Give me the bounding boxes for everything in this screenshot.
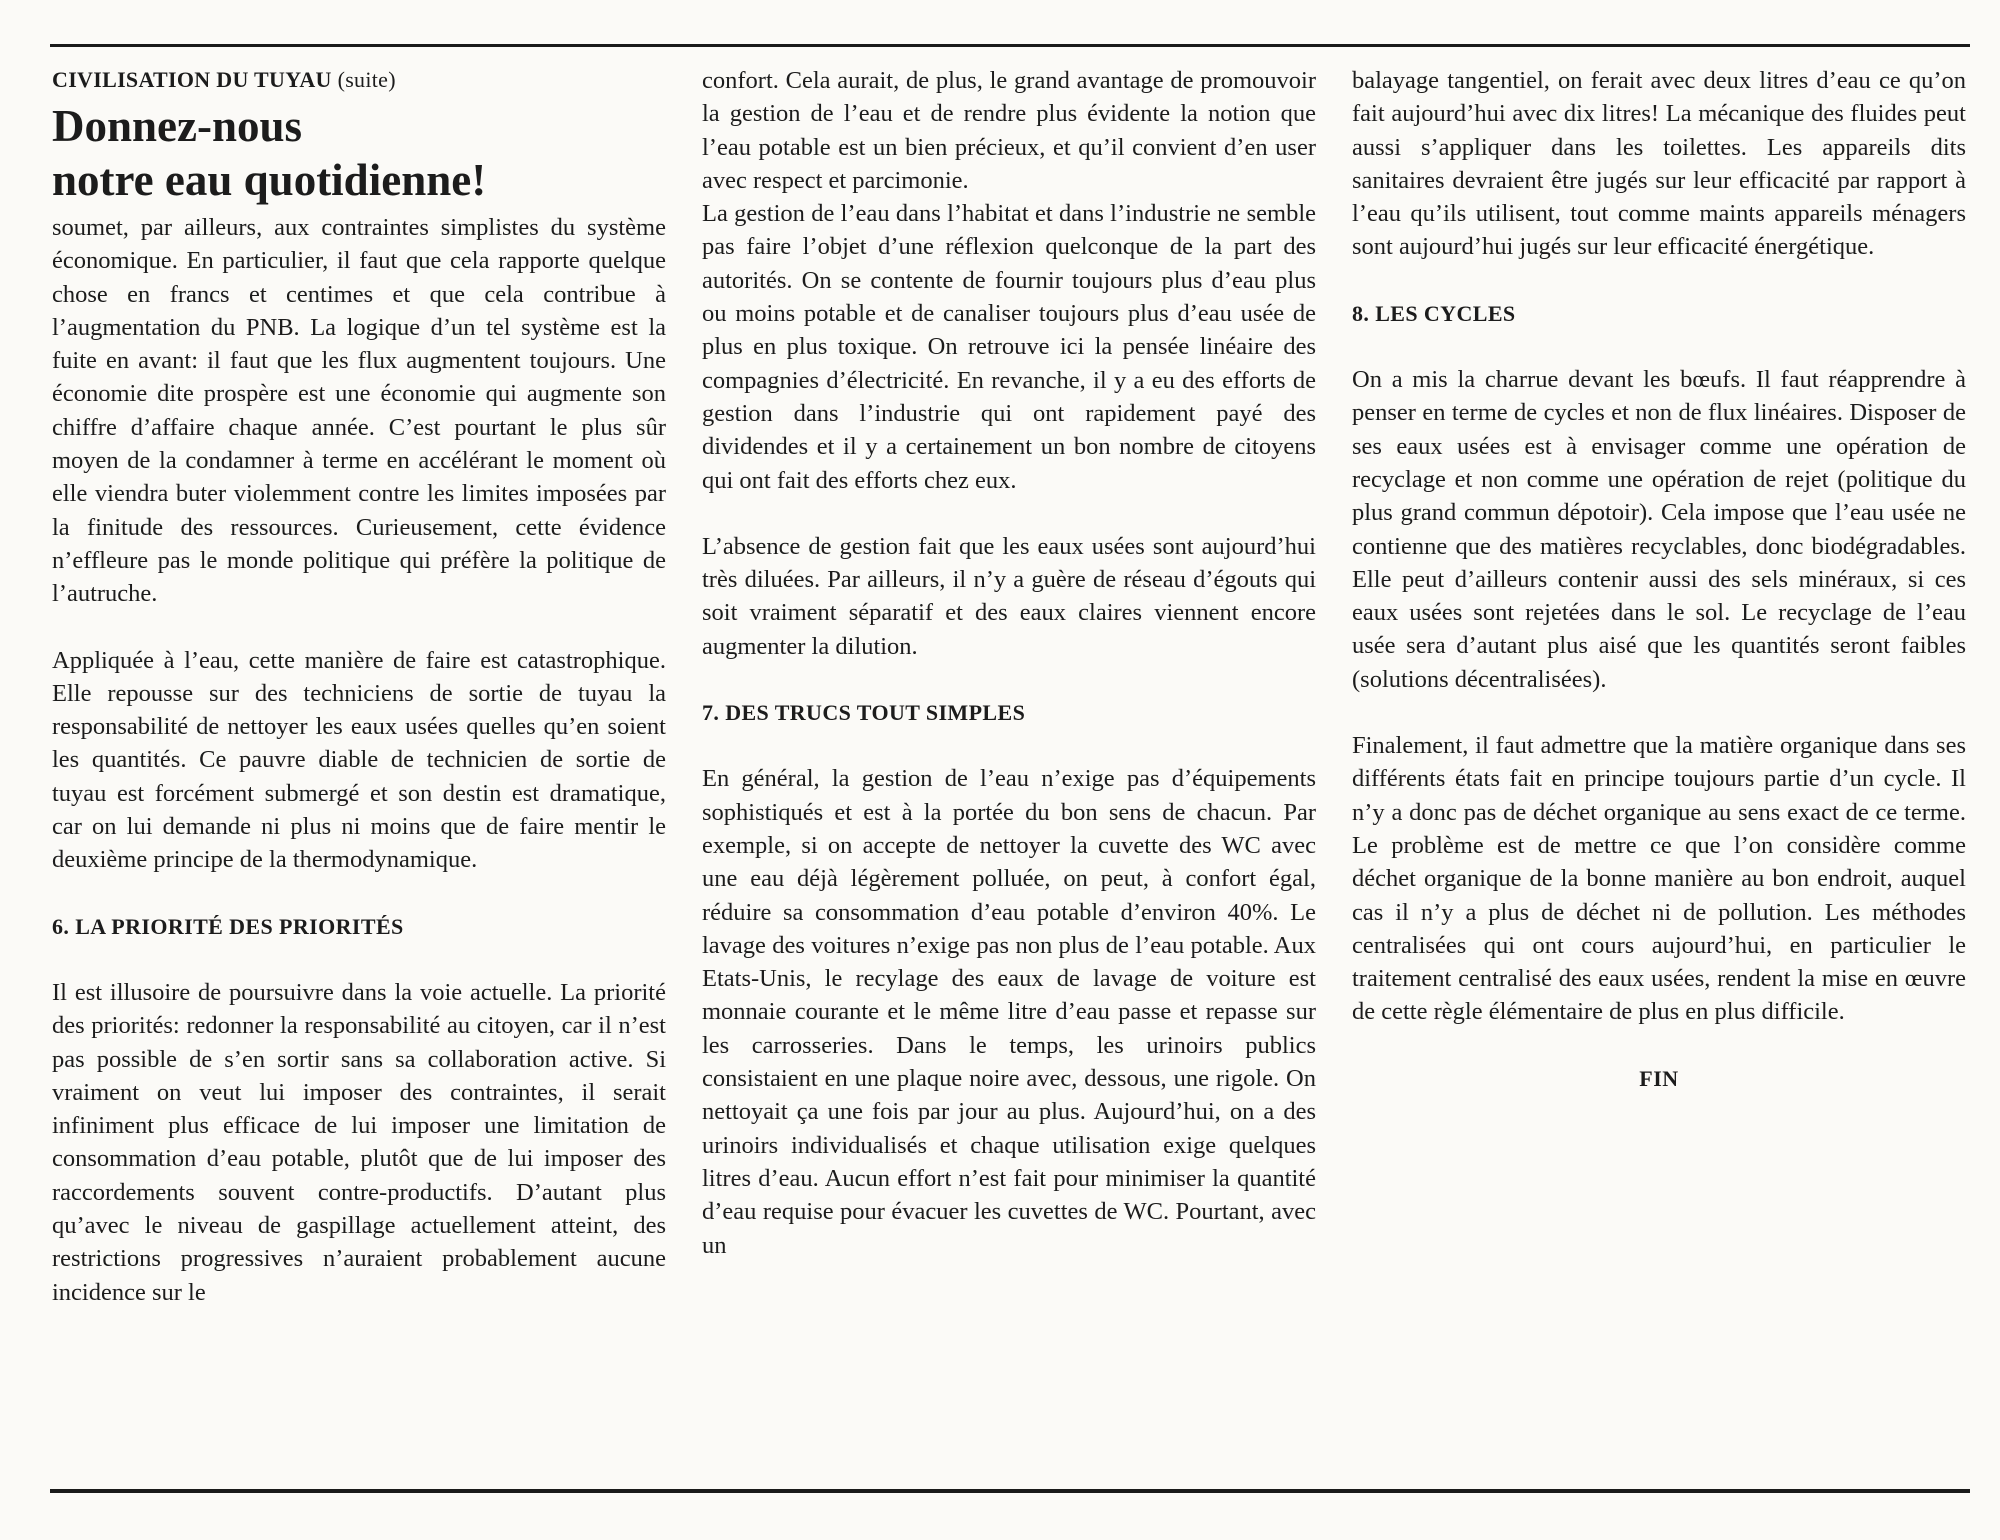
paragraph: soumet, par ailleurs, aux contraintes simplistes du système économique. En particulier, il faut que cela rapporte quelque chose en francs et centimes et que cela contribue à l’augmentation du PNB. La logique d’un tel système est la fuite en avant: il faut que les flux augmentent toujours. Une économie dite prospère est une économie qui augmente son chiffre d’affaire chaque année. C’est pourtant le plus sûr moyen de la condamner à terme en accélérant le moment où elle viendra buter violemment contre les limites imposées par la finitude des ressources. Curieusement, cette évidence n’effleure pas le monde politique qui préfère la politique de l’autruche.: [52, 214, 666, 608]
headline-line-1: Donnez-nous: [52, 101, 303, 151]
article-headline: [52, 99, 666, 207]
headline-line-2: notre eau quotidienne!: [52, 155, 487, 205]
paragraph: On a mis la charrue devant les bœufs. Il faut réapprendre à penser en terme de cycles et non de flux linéaires. Disposer de ses eaux usées est à envisager comme une opération de recyclage et non comme une opération de rejet (politique du plus grand commun dépotoir). Cela impose que l’eau usée ne contienne que des matières recyclables, donc biodégradables. Elle peut d’ailleurs contenir aussi des sels minéraux, si ces eaux usées sont rejetées dans le sol. Le recyclage de l’eau usée sera d’autant plus aisé que les quantités seront faibles (solutions décentralisées).: [1352, 366, 1966, 693]
paragraph: confort. Cela aurait, de plus, le grand avantage de promouvoir la gestion de l’eau et de rendre plus évidente la notion que l’eau potable est un bien précieux, et qu’il convient d’en user avec respect et parcimonie.: [702, 67, 1316, 194]
top-rule: [50, 44, 1970, 47]
series-kicker: [52, 67, 666, 93]
column-2: [702, 64, 1316, 1262]
paragraph: La gestion de l’eau dans l’habitat et dans l’industrie ne semble pas faire l’objet d’une réflexion quelconque de la part des autorités. On se contente de fournir toujours plus d’eau plus ou moins potable et de canaliser toujours plus d’eau usée de plus en plus toxique. On retrouve ici la pensée linéaire des compagnies d’électricité. En revanche, il y a eu des efforts de gestion dans l’industrie qui ont rapidement payé des dividendes et il y a certainement un bon nombre de citoyens qui ont fait des efforts chez eux.: [702, 200, 1316, 494]
section-heading-7: 7. DES TRUCS TOUT SIMPLES: [702, 700, 1026, 726]
column-1: [52, 64, 666, 1309]
paragraph: Finalement, il faut admettre que la matière organique dans ses différents états fait en principe toujours partie d’un cycle. Il n’y a donc pas de déchet organique au sens exact de ce terme. Le problème est de mettre ce que l’on considère comme déchet organique de la bonne manière au bon endroit, auquel cas il n’y a plus de déchet ni de pollution. Les méthodes centralisées qui ont cours aujourd’hui, en particulier le traitement centralisé des eaux usées, rendent la mise en œuvre de cette règle élémentaire de plus en plus difficile.: [1352, 732, 1966, 1026]
end-marker: FIN: [1639, 1065, 1679, 1091]
paragraph: balayage tangentiel, on ferait avec deux litres d’eau ce qu’on fait aujourd’hui avec dix litres! La mécanique des fluides peut aussi s’appliquer dans les toilettes. Les appareils dits sanitaires devraient être jugés sur leur efficacité par rapport à l’eau qu’ils utilisent, tout comme maints appareils ménagers sont aujourd’hui jugés sur leur efficacité énergétique.: [1352, 67, 1966, 261]
section-heading-8: 8. LES CYCLES: [1352, 300, 1516, 326]
bottom-rule: [50, 1489, 1970, 1493]
series-suite: (suite): [337, 67, 396, 92]
paragraph: En général, la gestion de l’eau n’exige pas d’équipements sophistiqués et est à la portée du bon sens de chacun. Par exemple, si on accepte de nettoyer la cuvette des WC avec une eau déjà légèrement polluée, on peut, à confort égal, réduire sa consommation d’eau potable d’environ 40%. Le lavage des voitures n’exige pas non plus de l’eau potable. Aux Etats-Unis, le recylage des eaux de lavage de voiture est monnaie courante et le même litre d’eau passe et repasse sur les carrosseries. Dans le temps, les urinoirs publics consistaient en une plaque noire avec, dessous, une rigole. On nettoyait ça une fois par jour au plus. Aujourd’hui, on a des urinoirs individualisés et chaque utilisation exige quelques litres d’eau. Aucun effort n’est fait pour minimiser la quantité d’eau requise pour évacuer les cuvettes de WC. Pourtant, avec un: [702, 765, 1316, 1259]
paragraph: Appliquée à l’eau, cette manière de faire est catastrophique. Elle repousse sur des techniciens de sortie de tuyau la responsabilité de nettoyer les eaux usées quelles qu’en soient les quantités. Ce pauvre diable de technicien de sortie de tuyau est forcément submergé et son destin est dramatique, car on lui demande ni plus ni moins que de faire mentir le deuxième principe de la thermodynamique.: [52, 646, 666, 874]
paragraph: L’absence de gestion fait que les eaux usées sont aujourd’hui très diluées. Par ailleurs, il n’y a guère de réseau d’égouts qui soit vraiment séparatif et des eaux claires viennent encore augmenter la dilution.: [702, 532, 1316, 660]
paragraph: Il est illusoire de poursuivre dans la voie actuelle. La priorité des priorités: redonner la responsabilité au citoyen, car il n’est pas possible de s’en sortir sans sa collaboration active. Si vraiment on veut lui imposer des contraintes, il serait infiniment plus efficace de lui imposer une limitation de consommation d’eau potable, plutôt que de lui imposer des raccordements souvent contre-productifs. D’autant plus qu’avec le niveau de gaspillage actuellement atteint, des restrictions progressives n’auraient probablement aucune incidence sur le: [52, 978, 666, 1306]
series-title: CIVILISATION DU TUYAU: [52, 67, 332, 92]
section-heading-6: 6. LA PRIORITÉ DES PRIORITÉS: [52, 913, 404, 939]
column-3: [1352, 64, 1966, 1095]
